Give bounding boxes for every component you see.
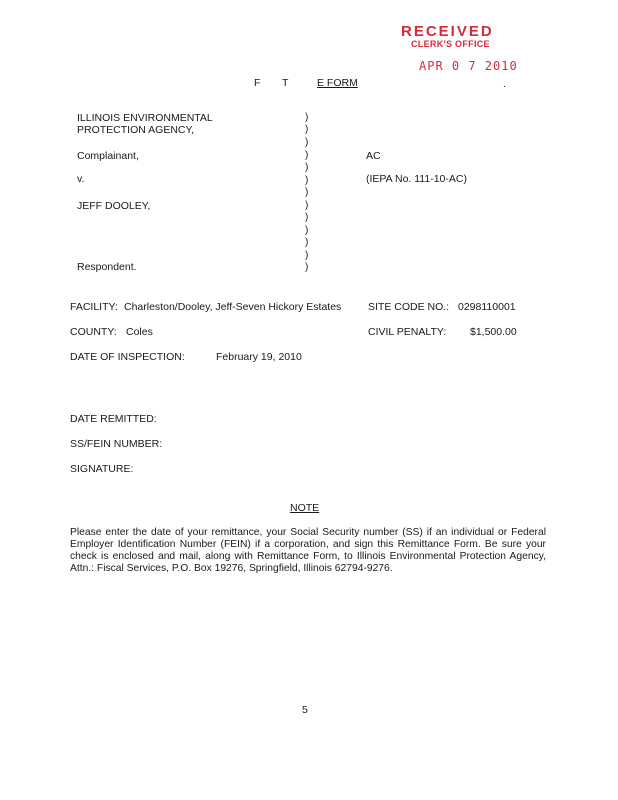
title-fragment-4: . <box>503 78 506 90</box>
page-number: 5 <box>302 704 308 716</box>
caption-paren: ) <box>305 112 309 123</box>
caption-paren: ) <box>305 262 309 273</box>
note-heading: NOTE <box>290 502 320 514</box>
ss-fein-label: SS/FEIN NUMBER: <box>70 438 163 450</box>
respondent-label: Respondent. <box>77 261 137 273</box>
clerks-office-stamp: CLERK'S OFFICE <box>411 39 490 49</box>
iepa-number: (IEPA No. 111-10-AC) <box>366 173 467 185</box>
caption-paren: ) <box>305 250 309 261</box>
caption-paren: ) <box>305 162 309 173</box>
title-fragment-2: T <box>282 77 289 89</box>
note-text: Please enter the date of your remittance, your Social Security number (SS) if an individual or Federal Employer Identification Number (FEIN) if a corporation, and sign this Remittance Form. Be sure your check is enclosed and mail, along with Remittance Form, to Illinois Environmental Protection Agency, Attn.: Fiscal Services, P.O. Box 19276, Springfield, Illinois 62794-9276. <box>70 527 546 574</box>
complainant-label: Complainant, <box>77 150 139 162</box>
caption-paren: ) <box>305 175 309 186</box>
caption-paren: ) <box>305 212 309 223</box>
caption-paren: ) <box>305 124 309 135</box>
signature-label: SIGNATURE: <box>70 463 134 475</box>
civil-penalty-value: $1,500.00 <box>470 326 517 338</box>
caption-paren: ) <box>305 225 309 236</box>
site-code-value: 0298110001 <box>458 301 516 313</box>
complainant-name-line2: PROTECTION AGENCY, <box>77 124 195 136</box>
facility-label: FACILITY: <box>70 301 118 313</box>
inspection-date-label: DATE OF INSPECTION: <box>70 351 185 363</box>
caption-paren: ) <box>305 200 309 211</box>
site-code-label: SITE CODE NO.: <box>368 301 450 313</box>
respondent-name: JEFF DOOLEY, <box>77 200 151 212</box>
caption-paren: ) <box>305 137 309 148</box>
date-remitted-label: DATE REMITTED: <box>70 413 157 425</box>
civil-penalty-label: CIVIL PENALTY: <box>368 326 447 338</box>
facility-value: Charleston/Dooley, Jeff-Seven Hickory Estates <box>124 301 342 313</box>
caption-paren: ) <box>305 187 309 198</box>
inspection-date-value: February 19, 2010 <box>216 351 302 363</box>
county-label: COUNTY: <box>70 326 117 338</box>
caption-paren: ) <box>305 237 309 248</box>
versus-label: v. <box>77 173 85 185</box>
caption-paren: ) <box>305 150 309 161</box>
county-value: Coles <box>126 326 153 338</box>
case-type: AC <box>366 150 381 162</box>
received-date-stamp: APR 0 7 2010 <box>419 59 518 73</box>
complainant-name-line1: ILLINOIS ENVIRONMENTAL <box>77 112 213 124</box>
title-fragment-1: F <box>254 77 261 89</box>
received-stamp: RECEIVED <box>401 23 494 40</box>
title-fragment-3: E FORM <box>317 77 358 89</box>
